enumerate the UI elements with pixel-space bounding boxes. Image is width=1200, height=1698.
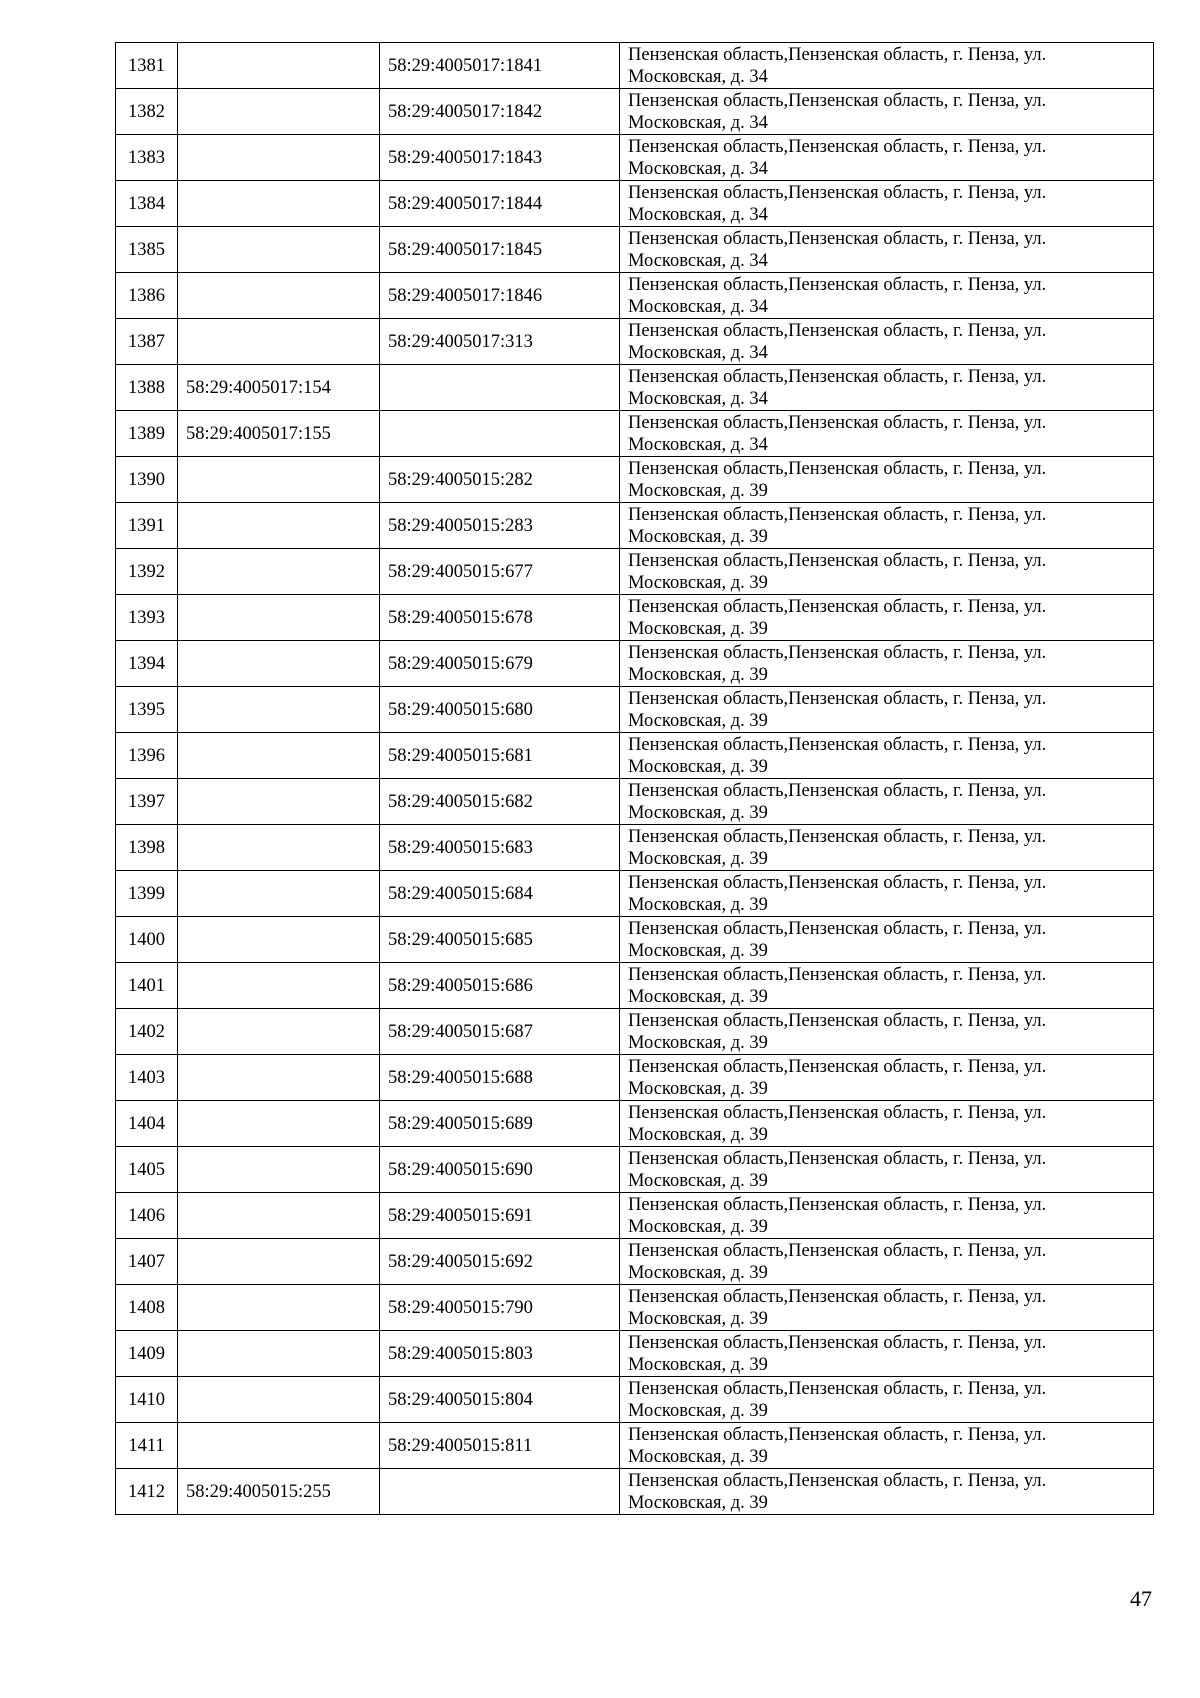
table-row [116, 181, 1154, 227]
address-cell [620, 89, 1154, 135]
table-row [116, 365, 1154, 411]
address-cell [620, 1101, 1154, 1147]
address-line-1: Пензенская область,Пензенская область, г. Пенза, ул. [628, 504, 1047, 525]
building-cadastral-number-cell: 58:29:4005015:679 [380, 641, 620, 687]
building-cadastral-number-cell: 58:29:4005015:684 [380, 871, 620, 917]
row-number-cell: 1388 [116, 365, 178, 411]
building-cadastral-number-cell: 58:29:4005015:790 [380, 1285, 620, 1331]
address-line-1: Пензенская область,Пензенская область, г. Пенза, ул. [628, 274, 1047, 295]
row-number-cell: 1393 [116, 595, 178, 641]
row-number-cell: 1410 [116, 1377, 178, 1423]
building-cadastral-number-cell: 58:29:4005015:803 [380, 1331, 620, 1377]
address-line-2: Московская, д. 39 [628, 848, 768, 869]
table-row [116, 273, 1154, 319]
row-number-cell: 1390 [116, 457, 178, 503]
table-row [116, 43, 1154, 89]
address-line-1: Пензенская область,Пензенская область, г. Пенза, ул. [628, 1378, 1047, 1399]
address-line-2: Московская, д. 39 [628, 1124, 768, 1145]
table-row [116, 227, 1154, 273]
address-line-2: Московская, д. 34 [628, 66, 768, 87]
row-number-cell: 1396 [116, 733, 178, 779]
row-number-cell: 1406 [116, 1193, 178, 1239]
address-cell [620, 687, 1154, 733]
address-line-2: Московская, д. 39 [628, 1446, 768, 1467]
row-number-cell: 1383 [116, 135, 178, 181]
building-cadastral-number-cell: 58:29:4005015:692 [380, 1239, 620, 1285]
address-line-2: Московская, д. 39 [628, 1400, 768, 1421]
address-line-1: Пензенская область,Пензенская область, г. Пенза, ул. [628, 320, 1047, 341]
land-cadastral-number-cell [178, 457, 380, 503]
row-number-cell: 1387 [116, 319, 178, 365]
address-line-2: Московская, д. 34 [628, 250, 768, 271]
address-line-2: Московская, д. 39 [628, 802, 768, 823]
address-line-1: Пензенская область,Пензенская область, г. Пенза, ул. [628, 826, 1047, 847]
address-line-1: Пензенская область,Пензенская область, г. Пенза, ул. [628, 1102, 1047, 1123]
building-cadastral-number-cell: 58:29:4005017:1841 [380, 43, 620, 89]
address-cell [620, 549, 1154, 595]
building-cadastral-number-cell: 58:29:4005017:1842 [380, 89, 620, 135]
address-line-1: Пензенская область,Пензенская область, г. Пенза, ул. [628, 182, 1047, 203]
address-cell [620, 1009, 1154, 1055]
address-line-2: Московская, д. 34 [628, 158, 768, 179]
row-number-cell: 1395 [116, 687, 178, 733]
address-cell [620, 641, 1154, 687]
address-line-1: Пензенская область,Пензенская область, г. Пенза, ул. [628, 136, 1047, 157]
land-cadastral-number-cell [178, 1147, 380, 1193]
land-cadastral-number-cell [178, 871, 380, 917]
address-cell [620, 733, 1154, 779]
building-cadastral-number-cell: 58:29:4005015:686 [380, 963, 620, 1009]
address-line-1: Пензенская область,Пензенская область, г. Пенза, ул. [628, 1240, 1047, 1261]
table-row [116, 411, 1154, 457]
address-line-2: Московская, д. 39 [628, 986, 768, 1007]
land-cadastral-number-cell [178, 273, 380, 319]
land-cadastral-number-cell [178, 733, 380, 779]
table-row [116, 89, 1154, 135]
address-line-1: Пензенская область,Пензенская область, г. Пенза, ул. [628, 1470, 1047, 1491]
row-number-cell: 1386 [116, 273, 178, 319]
building-cadastral-number-cell: 58:29:4005015:678 [380, 595, 620, 641]
row-number-cell: 1398 [116, 825, 178, 871]
table-row [116, 135, 1154, 181]
building-cadastral-number-cell [380, 365, 620, 411]
table-row [116, 1193, 1154, 1239]
table-row [116, 779, 1154, 825]
land-cadastral-number-cell [178, 1285, 380, 1331]
address-line-1: Пензенская область,Пензенская область, г. Пенза, ул. [628, 412, 1047, 433]
table-row [116, 549, 1154, 595]
land-cadastral-number-cell [178, 1009, 380, 1055]
row-number-cell: 1409 [116, 1331, 178, 1377]
address-cell [620, 273, 1154, 319]
table-row [116, 595, 1154, 641]
building-cadastral-number-cell: 58:29:4005015:680 [380, 687, 620, 733]
address-line-2: Московская, д. 34 [628, 342, 768, 363]
table-row [116, 733, 1154, 779]
table-row [116, 319, 1154, 365]
address-line-1: Пензенская область,Пензенская область, г. Пенза, ул. [628, 228, 1047, 249]
address-line-2: Московская, д. 34 [628, 296, 768, 317]
land-cadastral-number-cell [178, 687, 380, 733]
table-row [116, 1469, 1154, 1515]
building-cadastral-number-cell: 58:29:4005015:804 [380, 1377, 620, 1423]
address-cell [620, 457, 1154, 503]
land-cadastral-number-cell [178, 135, 380, 181]
land-cadastral-number-cell [178, 1193, 380, 1239]
address-cell [620, 963, 1154, 1009]
address-line-1: Пензенская область,Пензенская область, г. Пенза, ул. [628, 1010, 1047, 1031]
table-row [116, 963, 1154, 1009]
address-cell [620, 319, 1154, 365]
building-cadastral-number-cell: 58:29:4005017:1846 [380, 273, 620, 319]
address-line-1: Пензенская область,Пензенская область, г. Пенза, ул. [628, 918, 1047, 939]
building-cadastral-number-cell: 58:29:4005017:313 [380, 319, 620, 365]
address-line-1: Пензенская область,Пензенская область, г. Пенза, ул. [628, 734, 1047, 755]
address-cell [620, 1377, 1154, 1423]
address-cell [620, 1423, 1154, 1469]
table-row [116, 825, 1154, 871]
address-line-1: Пензенская область,Пензенская область, г. Пенза, ул. [628, 596, 1047, 617]
address-line-1: Пензенская область,Пензенская область, г. Пенза, ул. [628, 642, 1047, 663]
building-cadastral-number-cell: 58:29:4005015:688 [380, 1055, 620, 1101]
address-line-1: Пензенская область,Пензенская область, г. Пенза, ул. [628, 964, 1047, 985]
page-number: 47 [1130, 1586, 1152, 1611]
address-line-1: Пензенская область,Пензенская область, г. Пенза, ул. [628, 780, 1047, 801]
land-cadastral-number-cell [178, 779, 380, 825]
address-line-2: Московская, д. 34 [628, 204, 768, 225]
address-cell [620, 181, 1154, 227]
building-cadastral-number-cell: 58:29:4005015:811 [380, 1423, 620, 1469]
row-number-cell: 1381 [116, 43, 178, 89]
land-cadastral-number-cell [178, 549, 380, 595]
building-cadastral-number-cell [380, 1469, 620, 1515]
table-row [116, 1423, 1154, 1469]
row-number-cell: 1412 [116, 1469, 178, 1515]
row-number-cell: 1404 [116, 1101, 178, 1147]
address-line-1: Пензенская область,Пензенская область, г. Пенза, ул. [628, 366, 1047, 387]
address-line-2: Московская, д. 39 [628, 710, 768, 731]
land-cadastral-number-cell [178, 89, 380, 135]
address-cell [620, 917, 1154, 963]
address-line-2: Московская, д. 34 [628, 388, 768, 409]
address-cell [620, 1469, 1154, 1515]
address-cell [620, 1193, 1154, 1239]
land-cadastral-number-cell [178, 641, 380, 687]
address-line-1: Пензенская область,Пензенская область, г. Пенза, ул. [628, 90, 1047, 111]
table-row [116, 1377, 1154, 1423]
address-cell [620, 1147, 1154, 1193]
address-line-2: Московская, д. 39 [628, 1170, 768, 1191]
address-line-1: Пензенская область,Пензенская область, г. Пенза, ул. [628, 1056, 1047, 1077]
table-row [116, 687, 1154, 733]
address-cell [620, 365, 1154, 411]
land-cadastral-number-cell: 58:29:4005017:154 [178, 365, 380, 411]
address-line-1: Пензенская область,Пензенская область, г. Пенза, ул. [628, 1194, 1047, 1215]
land-cadastral-number-cell [178, 227, 380, 273]
row-number-cell: 1384 [116, 181, 178, 227]
address-line-2: Московская, д. 39 [628, 526, 768, 547]
building-cadastral-number-cell: 58:29:4005015:690 [380, 1147, 620, 1193]
land-cadastral-number-cell [178, 503, 380, 549]
table-row [116, 1147, 1154, 1193]
row-number-cell: 1411 [116, 1423, 178, 1469]
address-line-2: Московская, д. 39 [628, 480, 768, 501]
table-row [116, 871, 1154, 917]
land-cadastral-number-cell [178, 319, 380, 365]
land-cadastral-number-cell [178, 181, 380, 227]
building-cadastral-number-cell: 58:29:4005015:677 [380, 549, 620, 595]
land-cadastral-number-cell [178, 595, 380, 641]
address-line-1: Пензенская область,Пензенская область, г. Пенза, ул. [628, 688, 1047, 709]
address-line-1: Пензенская область,Пензенская область, г. Пенза, ул. [628, 1148, 1047, 1169]
address-line-1: Пензенская область,Пензенская область, г. Пенза, ул. [628, 1286, 1047, 1307]
building-cadastral-number-cell: 58:29:4005015:283 [380, 503, 620, 549]
address-cell [620, 825, 1154, 871]
building-cadastral-number-cell: 58:29:4005015:685 [380, 917, 620, 963]
address-cell [620, 411, 1154, 457]
address-line-1: Пензенская область,Пензенская область, г. Пенза, ул. [628, 550, 1047, 571]
address-cell [620, 503, 1154, 549]
registry-table-body [116, 43, 1154, 1515]
registry-table [115, 42, 1154, 1515]
building-cadastral-number-cell: 58:29:4005017:1843 [380, 135, 620, 181]
land-cadastral-number-cell [178, 43, 380, 89]
row-number-cell: 1402 [116, 1009, 178, 1055]
table-row [116, 641, 1154, 687]
building-cadastral-number-cell: 58:29:4005015:682 [380, 779, 620, 825]
table-row [116, 1285, 1154, 1331]
address-line-1: Пензенская область,Пензенская область, г. Пенза, ул. [628, 872, 1047, 893]
row-number-cell: 1389 [116, 411, 178, 457]
address-line-2: Московская, д. 39 [628, 1492, 768, 1513]
table-row [116, 1055, 1154, 1101]
row-number-cell: 1392 [116, 549, 178, 595]
building-cadastral-number-cell: 58:29:4005015:689 [380, 1101, 620, 1147]
land-cadastral-number-cell [178, 825, 380, 871]
address-cell [620, 1331, 1154, 1377]
address-cell [620, 1055, 1154, 1101]
address-line-2: Московская, д. 34 [628, 434, 768, 455]
row-number-cell: 1394 [116, 641, 178, 687]
land-cadastral-number-cell [178, 1331, 380, 1377]
address-cell [620, 779, 1154, 825]
table-row [116, 1331, 1154, 1377]
table-row [116, 503, 1154, 549]
address-line-2: Московская, д. 39 [628, 1078, 768, 1099]
land-cadastral-number-cell [178, 1423, 380, 1469]
building-cadastral-number-cell: 58:29:4005017:1844 [380, 181, 620, 227]
building-cadastral-number-cell: 58:29:4005015:683 [380, 825, 620, 871]
address-line-2: Московская, д. 39 [628, 1262, 768, 1283]
address-cell [620, 135, 1154, 181]
address-line-2: Московская, д. 39 [628, 1216, 768, 1237]
row-number-cell: 1400 [116, 917, 178, 963]
land-cadastral-number-cell: 58:29:4005015:255 [178, 1469, 380, 1515]
land-cadastral-number-cell [178, 1101, 380, 1147]
address-line-2: Московская, д. 39 [628, 572, 768, 593]
table-row [116, 917, 1154, 963]
address-cell [620, 595, 1154, 641]
row-number-cell: 1385 [116, 227, 178, 273]
address-line-2: Московская, д. 34 [628, 112, 768, 133]
address-line-2: Московская, д. 39 [628, 756, 768, 777]
land-cadastral-number-cell [178, 917, 380, 963]
land-cadastral-number-cell [178, 1239, 380, 1285]
building-cadastral-number-cell: 58:29:4005017:1845 [380, 227, 620, 273]
building-cadastral-number-cell: 58:29:4005015:681 [380, 733, 620, 779]
row-number-cell: 1403 [116, 1055, 178, 1101]
address-cell [620, 1239, 1154, 1285]
row-number-cell: 1382 [116, 89, 178, 135]
address-cell [620, 1285, 1154, 1331]
address-cell [620, 227, 1154, 273]
address-line-1: Пензенская область,Пензенская область, г. Пенза, ул. [628, 1424, 1047, 1445]
address-line-1: Пензенская область,Пензенская область, г. Пенза, ул. [628, 458, 1047, 479]
address-line-2: Московская, д. 39 [628, 894, 768, 915]
address-line-2: Московская, д. 39 [628, 664, 768, 685]
land-cadastral-number-cell [178, 963, 380, 1009]
table-row [116, 1239, 1154, 1285]
building-cadastral-number-cell: 58:29:4005015:282 [380, 457, 620, 503]
building-cadastral-number-cell: 58:29:4005015:691 [380, 1193, 620, 1239]
address-line-2: Московская, д. 39 [628, 618, 768, 639]
land-cadastral-number-cell [178, 1055, 380, 1101]
building-cadastral-number-cell [380, 411, 620, 457]
address-line-1: Пензенская область,Пензенская область, г. Пенза, ул. [628, 44, 1047, 65]
row-number-cell: 1391 [116, 503, 178, 549]
address-line-2: Московская, д. 39 [628, 1308, 768, 1329]
row-number-cell: 1408 [116, 1285, 178, 1331]
row-number-cell: 1399 [116, 871, 178, 917]
address-line-1: Пензенская область,Пензенская область, г. Пенза, ул. [628, 1332, 1047, 1353]
building-cadastral-number-cell: 58:29:4005015:687 [380, 1009, 620, 1055]
row-number-cell: 1401 [116, 963, 178, 1009]
row-number-cell: 1405 [116, 1147, 178, 1193]
land-cadastral-number-cell [178, 1377, 380, 1423]
table-row [116, 457, 1154, 503]
table-row [116, 1009, 1154, 1055]
address-cell [620, 871, 1154, 917]
row-number-cell: 1397 [116, 779, 178, 825]
row-number-cell: 1407 [116, 1239, 178, 1285]
table-row [116, 1101, 1154, 1147]
address-line-2: Московская, д. 39 [628, 940, 768, 961]
land-cadastral-number-cell: 58:29:4005017:155 [178, 411, 380, 457]
address-line-2: Московская, д. 39 [628, 1354, 768, 1375]
address-cell [620, 43, 1154, 89]
address-line-2: Московская, д. 39 [628, 1032, 768, 1053]
